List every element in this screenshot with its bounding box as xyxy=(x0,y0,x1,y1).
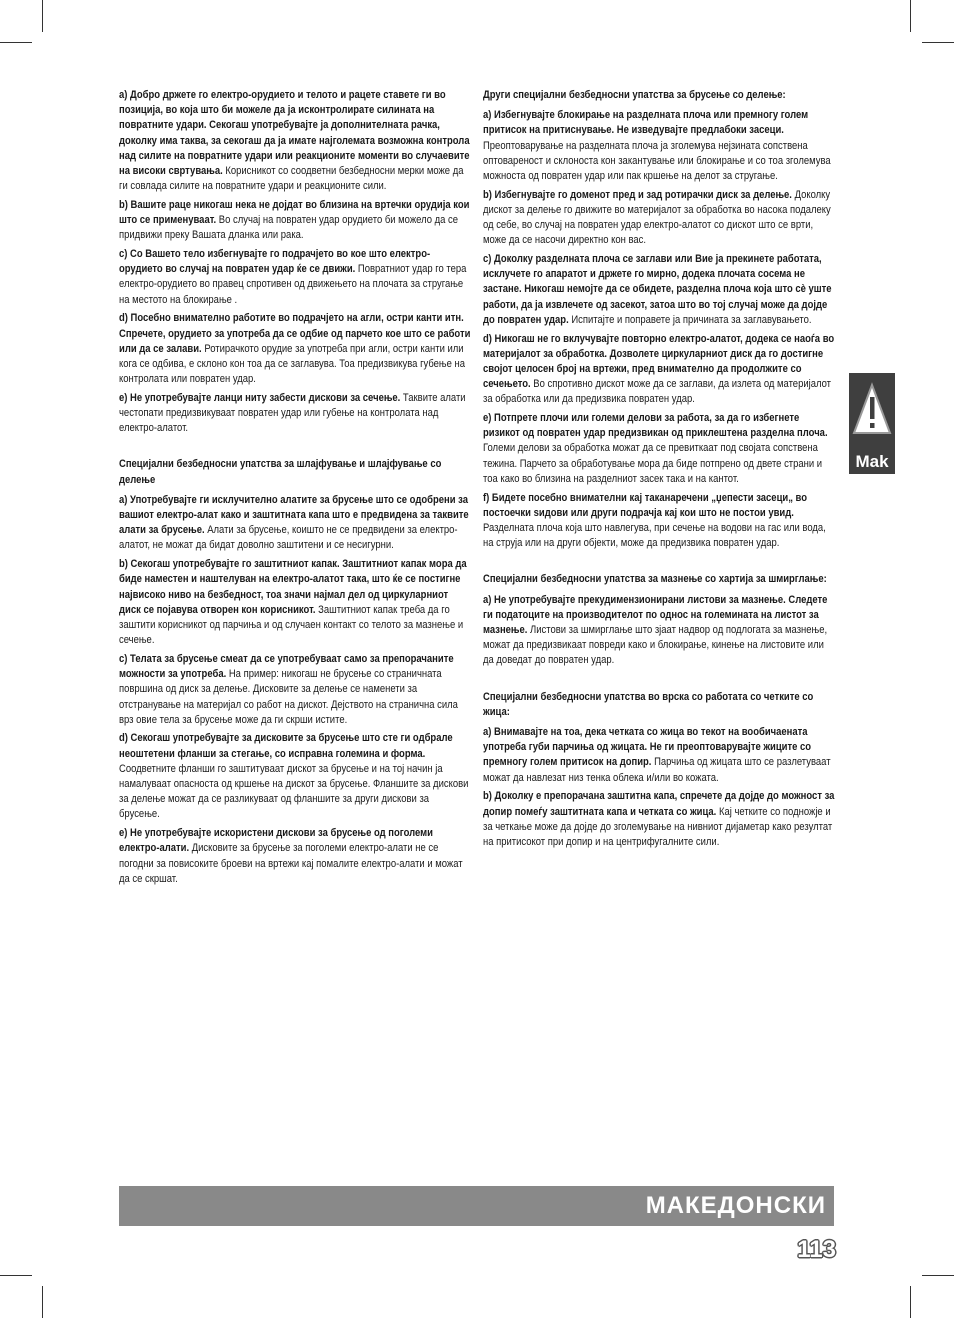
instruction-lead: d) Никогаш не го вклучувајте повторно електро-алатот, додека се наоѓа во материјалот за обработка. Дозволете циркуларниот диск да го достигне својот целосен број на вртежи, пред внимателно да продолжите со сечењето. xyxy=(483,332,835,391)
instruction-body: Дисковите за брусење за поголеми електро-алати не се погодни за повисоките броеви на вртежи кај помалите електро-алати и можат да се скршат. xyxy=(119,842,463,885)
instruction-body: Кај четките со подножје и за четкање може да дојде до зголемување на нивниот дијаметар како резултат на притисокот при допир и на центрифугалните сили. xyxy=(483,805,833,848)
instruction-lead: d) Секогаш употребувајте за дисковите за брусење што сте ги одбрале неоштетени фланши за стегање, со исправна големина и форма. xyxy=(119,732,453,760)
section-heading: Други специјални безбедносни упатства за брусење со делење: xyxy=(483,89,786,101)
instruction-paragraph xyxy=(483,332,836,408)
instruction-body: Доколку дискот за делење го движите во материјалот за обработка во насока подалеку од себе, во случај на повратен удар електро-алатот со дискот што се врти, може да се насочи директно кон вас. xyxy=(483,188,831,247)
language-label: МАКЕДОНСКИ xyxy=(645,1192,826,1219)
instruction-lead: e) Не употребувајте искористени дискови за брусење од поголеми електро-алати. xyxy=(119,827,433,855)
instruction-paragraph xyxy=(119,247,472,308)
instruction-lead: e) Не употребувајте ланци ниту забести дискови за сечење. xyxy=(119,391,401,404)
instruction-body: Преоптоварување на разделната плоча ја зголемува нејзината сопствена оптовареност и склоноста кон закантување или блокирање и со тоа зголемува можноста од повратен удар или пак кршење на делот за стругање. xyxy=(483,139,831,183)
instruction-paragraph xyxy=(119,731,472,822)
instruction-body: Соодветните фланши го заштитуваат дискот за брусење и на тој начин ја намалуваат опасноста од кршење на дискот за брусење. Фланшите за дискови за делење можат да се разликуваат од фланшите за други дискови за брусење. xyxy=(119,762,469,821)
instruction-paragraph xyxy=(119,88,472,194)
instruction-paragraph xyxy=(119,826,472,887)
instruction-lead: e) Потпрете плочи или големи делови за работа, за да го избегнете ризикот од повратен удар предизвикан од приклештена разделна плоча. xyxy=(483,412,828,440)
crop-mark xyxy=(42,0,43,32)
instruction-lead: b) Вашите раце никогаш нека не дојдат во близина на вртечки орудија кои што се применуваат. xyxy=(119,198,470,227)
instruction-body: Парчиња од жицата што се разлетуваат можат да навлезат низ тенка облека и/или во кожата. xyxy=(483,756,831,784)
instruction-paragraph xyxy=(119,198,472,244)
crop-mark xyxy=(910,0,911,32)
instruction-body: Повратниот удар го тера електро-орудието во правец спротивен од движењето на плочата за стругање на местото на блокирање . xyxy=(119,263,467,306)
language-side-tab xyxy=(849,373,895,474)
section-heading: Специјални безбедносни упатства во врска со работата со четките со жица: xyxy=(483,690,814,718)
section-heading: Специјални безбедносни упатства за мазнење со хартија за шмирглање: xyxy=(483,573,827,586)
instruction-paragraph xyxy=(483,252,836,328)
instruction-lead: a) Не употребувајте прекудимензионирани листови за мазнење. Следете ги податоците на производителот по однос на големината на листот за мазнење. xyxy=(483,593,828,636)
instruction-lead: f) Бидете посебно внимателни кај таканаречени „џепести засеци„ во постоечки ѕидови или други подрачја кај кои што не постои увид. xyxy=(483,491,808,519)
instruction-paragraph xyxy=(119,311,472,387)
instruction-lead: a) Добро држете го електро-орудието и телото и рацете ставете ги во позиција, во која што би можеле да ја исконтролирате силината на повратните удари. Секогаш употребувајте ја дополнителната рачка, доколку има таква, за секогаш да ја имате најголемата возможна контрола над силите на повратните удари или реакционите моменти во случаевите на високи свртувања. xyxy=(119,89,470,178)
instruction-paragraph xyxy=(483,188,836,249)
section-heading: Специјални безбедносни упатства за шлајфување и шлајфување со делење xyxy=(119,458,442,486)
instruction-lead: c) Телата за брусење смеат да се употребуваат само за препорачаните можности за употреба. xyxy=(119,652,454,681)
instruction-paragraph xyxy=(119,493,472,554)
crop-mark xyxy=(42,1286,43,1318)
instruction-body: Заштитниот капак треба да го заштити корисникот од парчиња и од случаен контакт со телото за мазнење и сечење. xyxy=(119,603,464,647)
instruction-paragraph xyxy=(483,411,836,487)
instruction-lead: b) Доколку е препорачана заштитна капа, спречете да дојде до можност за допир помеѓу заштитната капа и четката со жица. xyxy=(483,790,835,818)
instruction-paragraph xyxy=(119,391,472,437)
instruction-lead: a) Внимавајте на тоа, дека четката со жица во текот на вообичаената употреба губи парчиња од жицата. Не ги преоптоварувајте жиците со премногу голем притисок на допир. xyxy=(483,726,812,769)
language-code: Mak xyxy=(855,452,889,471)
instruction-body: Листови за шмирглање што зјаат надвор од подлогата за мазнење, можат да предизвикаат повреди како и блокирање, кинење на листовите или да доведат до повратен удар. xyxy=(483,624,828,667)
instruction-lead: c) Доколку разделната плоча се заглави или Вие ја прекинете работата, исклучете го апаратот и држете го мирно, додека плочата сосема не застане. Никогаш немојте да се обидете, разделна плоча која што сè уште работи, да ја извлечете од засекот, затоа што во тој случај може да дојде до повратен удар. xyxy=(483,253,832,326)
instruction-body: Корисникот со соодветни безбедносни мерки може да ги совлада силите на повратните удари и реакционите сили. xyxy=(119,165,464,193)
crop-mark xyxy=(0,42,32,43)
instruction-body: Големи делови за обработка можат да се превиткаат под својата сопствена тежина. Парчето за обработување мора да биде потпрено од двете страни и тоа како во близина на разделниот засек така и на кантот. xyxy=(483,442,823,485)
instruction-body: Алати за брусење, коишто не се предвидени за електро-алатот, не можат да бидат доволно заштитени и се несигурни. xyxy=(119,524,458,552)
instruction-body: На пример: никогаш не брусење со страничната површина од диск за делење. Дисковите за делење се наменети за отстранување на материјал со работ на дискот. Дејството на странична сила врз овие тела за брусење може да ги скрши истите. xyxy=(119,668,458,726)
instruction-body: Испитајте и поправете ја причината за заглавувањето. xyxy=(568,313,812,326)
right-text-column xyxy=(483,88,836,854)
instruction-lead: a) Избегнувајте блокирање на разделната плоча или премногу голем притисок на притиснување. Не изведувајте предлабоки засеци. xyxy=(483,109,809,137)
instruction-paragraph xyxy=(119,652,472,728)
warning-triangle-icon xyxy=(852,381,892,441)
instruction-lead: b) Секогаш употребувајте го заштитниот капак. Заштитниот капак мора да биде наместен и наштелуван на електро-алатот така, што ќе се постигне највисоко ниво на безбедност, тоа значи најмал дел од циркуларниот диск се појавува отворен кон корисникот. xyxy=(119,558,467,616)
instruction-body: Во случај на повратен удар орудието би можело да се придвижи преку Вашата дланка или рака. xyxy=(119,214,459,242)
instruction-lead: b) Избегнувајте го доменот пред и зад ротирачки диск за делење. xyxy=(483,188,792,201)
instruction-paragraph xyxy=(483,725,836,786)
instruction-paragraph xyxy=(483,593,836,669)
instruction-paragraph xyxy=(483,108,836,184)
language-banner xyxy=(119,1186,834,1226)
instruction-lead: a) Употребувајте ги исклучително алатите за брусење што се одобрени за вашиот електро-алат како и заштитната капа што е предвидена за таквите алати за брусење. xyxy=(119,493,469,537)
instruction-body: Ротирачкото орудие за употреба при агли, остри канти или кога се одбива, е склоно кон тоа да се заглавува. Тоа предизвикува губење на контролата или повратен удар. xyxy=(119,342,466,386)
instruction-body: Во спротивно дискот може да се заглави, да излета од материјалот за обработка или да предизвика повратен удар. xyxy=(483,378,831,406)
crop-mark xyxy=(0,1275,32,1276)
left-text-column xyxy=(119,88,472,890)
instruction-paragraph xyxy=(483,789,836,850)
instruction-body: Таквите алати честопати предизвикуваат повратен удар или губење на контролата над електро-алатот. xyxy=(119,391,466,435)
instruction-paragraph xyxy=(483,491,836,552)
instruction-lead: c) Со Вашето тело избегнувајте го подрачјето во кое што електро-орудието во случај на повратен удар ќе се движи. xyxy=(119,248,431,276)
instruction-paragraph xyxy=(119,557,472,648)
page-number: 113 xyxy=(797,1236,836,1263)
crop-mark xyxy=(910,1286,911,1318)
instruction-lead: d) Посебно внимателно работите во подрачјето на агли, остри канти итн. Спречете, орудието за употреба да се одбие од парчето кое што се работи или да се залави. xyxy=(119,312,471,355)
crop-mark xyxy=(922,42,954,43)
instruction-body: Разделната плоча која што навлегува, при сечење на водови на гас или вода, на струја или на други објекти, може да предизвика повратен удар. xyxy=(483,521,826,550)
crop-mark xyxy=(922,1275,954,1276)
